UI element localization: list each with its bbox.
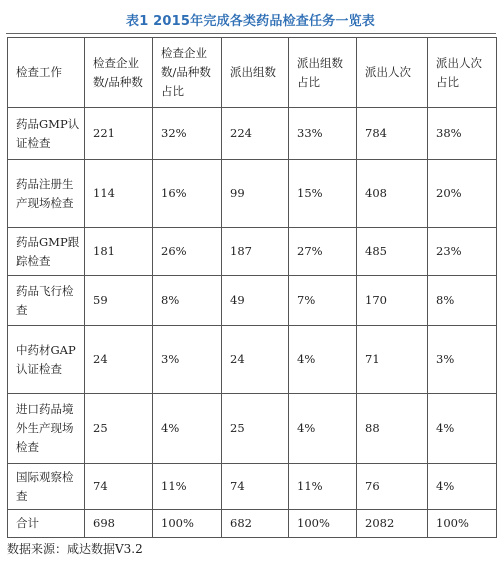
table-cell: 181 <box>85 228 153 276</box>
table-cell: 药品注册生产现场检查 <box>8 160 85 228</box>
table-cell: 进口药品境外生产现场检查 <box>8 394 85 464</box>
table-cell: 114 <box>85 160 153 228</box>
table-cell: 59 <box>85 276 153 326</box>
table-row <box>8 394 497 464</box>
table-cell: 8% <box>153 276 222 326</box>
header-cell: 派出人次占比 <box>428 38 497 108</box>
table-row <box>8 228 497 276</box>
table-cell: 26% <box>153 228 222 276</box>
table-cell: 27% <box>289 228 357 276</box>
table-cell: 4% <box>428 394 497 464</box>
table-cell: 100% <box>428 510 497 538</box>
table-cell: 16% <box>153 160 222 228</box>
table-cell: 784 <box>357 108 428 160</box>
table-cell: 221 <box>85 108 153 160</box>
table-cell: 33% <box>289 108 357 160</box>
table-cell: 32% <box>153 108 222 160</box>
table-cell: 187 <box>222 228 289 276</box>
table-cell: 4% <box>428 464 497 510</box>
header-cell: 派出人次 <box>357 38 428 108</box>
table-cell: 49 <box>222 276 289 326</box>
table-row <box>8 276 497 326</box>
table-cell: 408 <box>357 160 428 228</box>
table-cell: 88 <box>357 394 428 464</box>
table-cell: 3% <box>153 326 222 394</box>
table-cell: 100% <box>289 510 357 538</box>
table-cell: 224 <box>222 108 289 160</box>
header-row <box>8 38 497 108</box>
header-cell: 派出组数 <box>222 38 289 108</box>
table-cell: 11% <box>289 464 357 510</box>
table-cell: 2082 <box>357 510 428 538</box>
table-cell: 合计 <box>8 510 85 538</box>
table-cell: 4% <box>153 394 222 464</box>
table-cell: 71 <box>357 326 428 394</box>
header-cell: 检查企业数/品种数占比 <box>153 38 222 108</box>
table-row <box>8 464 497 510</box>
table-cell: 20% <box>428 160 497 228</box>
header-cell: 检查企业数/品种数 <box>85 38 153 108</box>
table-cell: 25 <box>222 394 289 464</box>
header-cell: 派出组数占比 <box>289 38 357 108</box>
table-cell: 485 <box>357 228 428 276</box>
header-cell: 检查工作 <box>8 38 85 108</box>
table-cell: 38% <box>428 108 497 160</box>
table-title: 表1 2015年完成各类药品检查任务一览表 <box>126 14 375 29</box>
table-cell: 7% <box>289 276 357 326</box>
table-cell: 11% <box>153 464 222 510</box>
table-cell: 170 <box>357 276 428 326</box>
data-source-note: 数据来源：咸达数据V3.2 <box>7 542 143 556</box>
table-cell: 99 <box>222 160 289 228</box>
table-cell: 76 <box>357 464 428 510</box>
inspection-table <box>7 37 497 538</box>
table-cell: 74 <box>222 464 289 510</box>
table-cell: 国际观察检查 <box>8 464 85 510</box>
table-cell: 15% <box>289 160 357 228</box>
table-cell: 中药材GAP认证检查 <box>8 326 85 394</box>
table-cell: 24 <box>222 326 289 394</box>
table-cell: 8% <box>428 276 497 326</box>
table-cell: 药品飞行检查 <box>8 276 85 326</box>
table-cell: 23% <box>428 228 497 276</box>
table-cell: 100% <box>153 510 222 538</box>
top-rule <box>6 33 496 34</box>
table-row <box>8 326 497 394</box>
table-cell: 24 <box>85 326 153 394</box>
table-row <box>8 160 497 228</box>
table-cell: 4% <box>289 394 357 464</box>
table-cell: 4% <box>289 326 357 394</box>
table-cell: 药品GMP跟踪检查 <box>8 228 85 276</box>
table-cell: 698 <box>85 510 153 538</box>
table-row <box>8 108 497 160</box>
table-cell: 药品GMP认证检查 <box>8 108 85 160</box>
table-cell: 74 <box>85 464 153 510</box>
table-cell: 682 <box>222 510 289 538</box>
table-cell: 3% <box>428 326 497 394</box>
table-cell: 25 <box>85 394 153 464</box>
total-row <box>8 510 497 538</box>
